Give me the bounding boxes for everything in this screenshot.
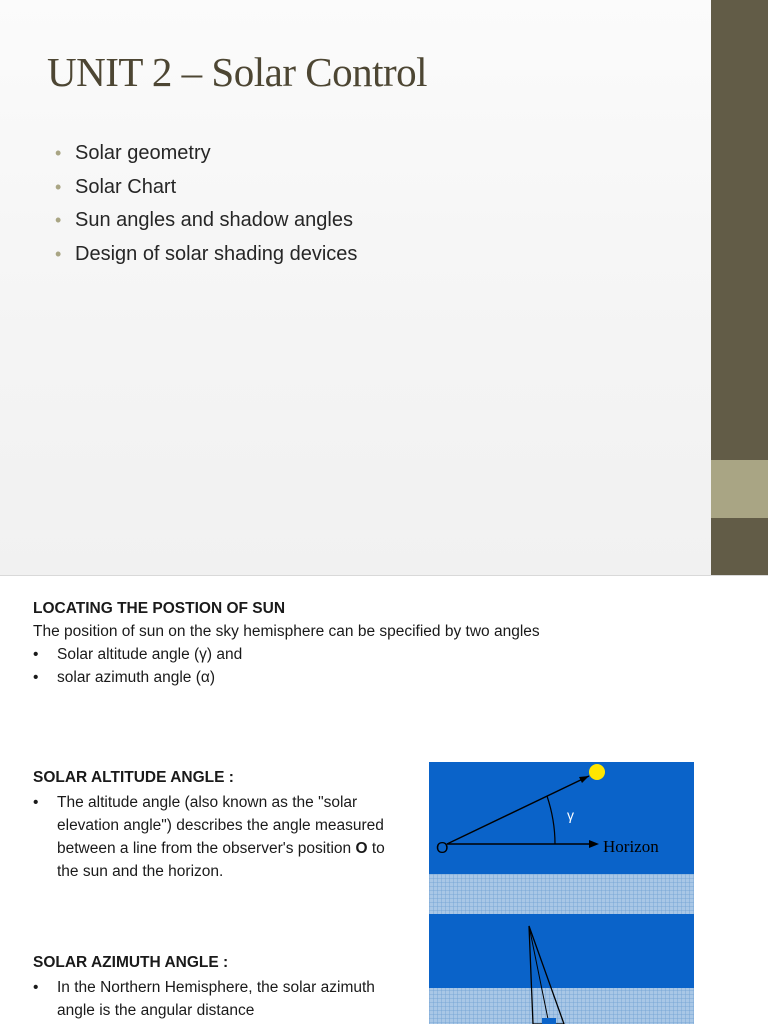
slide-content xyxy=(0,576,768,1024)
sun-icon xyxy=(589,764,605,780)
section-heading-altitude: SOLAR ALTITUDE ANGLE : xyxy=(33,769,234,786)
azimuth-description: • In the Northern Hemisphere, the solar azimuth angle is the angular distance xyxy=(33,976,403,1022)
solar-altitude-diagram xyxy=(429,762,694,1024)
altitude-description: • The altitude angle (also known as the "solar elevation angle") describes the angle measured between a line from the observer's position O to the sun and the horizon. xyxy=(33,791,403,883)
slide-title-heading: UNIT 2 – Solar Control xyxy=(47,49,428,95)
bullet-icon: • xyxy=(55,210,62,230)
bullet-icon: • xyxy=(33,669,39,686)
angle-label: γ xyxy=(567,807,574,823)
list-item: • Solar altitude angle (γ) and xyxy=(33,646,243,663)
ground-hatch xyxy=(429,874,694,914)
list-item: • Sun angles and shadow angles xyxy=(55,209,353,231)
list-item: • Design of solar shading devices xyxy=(55,242,358,265)
decorative-sidebar xyxy=(711,0,768,575)
sky-band-lower xyxy=(429,914,694,988)
bullet-icon: • xyxy=(55,243,62,264)
horizon-label: Horizon xyxy=(603,837,659,856)
bullet-icon: • xyxy=(33,794,39,811)
sky-band xyxy=(429,762,694,874)
list-item: • Solar geometry xyxy=(55,142,211,164)
bullet-icon: • xyxy=(55,176,62,197)
section-heading-azimuth: SOLAR AZIMUTH ANGLE : xyxy=(33,954,229,971)
bullet-icon: • xyxy=(55,143,62,163)
intro-text: The position of sun on the sky hemisphere can be specified by two angles xyxy=(33,623,540,640)
sidebar-accent-tab xyxy=(711,460,768,518)
section-heading-locating: LOCATING THE POSTION OF SUN xyxy=(33,600,286,617)
origin-label: O xyxy=(436,840,449,857)
bullet-icon: • xyxy=(33,646,39,663)
bullet-icon: • xyxy=(33,979,39,996)
list-item: • Solar Chart xyxy=(55,175,177,198)
topic-list xyxy=(55,140,357,274)
azimuth-marker xyxy=(542,1018,556,1024)
list-item: • solar azimuth angle (α) xyxy=(33,669,215,686)
